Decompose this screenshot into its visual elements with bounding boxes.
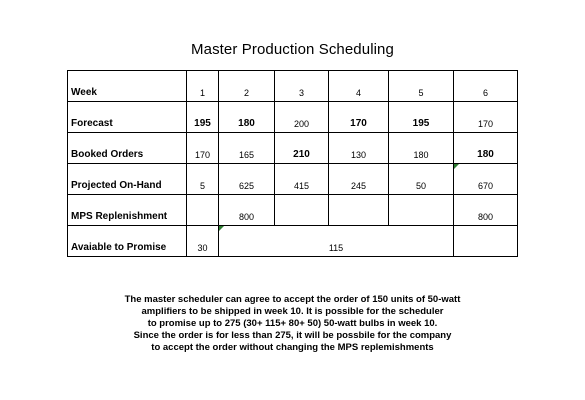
forecast-cell: 170 — [329, 102, 389, 133]
week-cell: 6 — [454, 71, 518, 102]
mps-replenishment-cell: 800 — [454, 195, 518, 226]
projected-on-hand-cell: 50 — [389, 164, 454, 195]
projected-on-hand-cell: 5 — [187, 164, 219, 195]
week-cell: 3 — [275, 71, 329, 102]
forecast-cell: 200 — [275, 102, 329, 133]
week-cell: 2 — [219, 71, 275, 102]
atp-weeks2to5-value: 115 — [328, 243, 344, 253]
forecast-cell: 180 — [219, 102, 275, 133]
mps-table — [67, 70, 518, 257]
mps-replenishment-cell — [389, 195, 454, 226]
mps-replenishment-row — [68, 195, 518, 226]
page-title: Master Production Scheduling — [191, 41, 394, 58]
booked-orders-cell: 165 — [219, 133, 275, 164]
projected-on-hand-cell: 625 — [219, 164, 275, 195]
week-row — [68, 71, 518, 102]
booked-orders-label: Booked Orders — [68, 133, 187, 164]
mps-replenishment-label: MPS Replenishment — [68, 195, 187, 226]
comment-marker-icon — [454, 164, 459, 169]
explanation-line: to promise up to 275 (30+ 115+ 80+ 50) 50-watt bulbs in week 10. — [147, 318, 438, 329]
atp-week1-cell: 30 — [187, 226, 219, 257]
booked-orders-cell: 170 — [187, 133, 219, 164]
projected-on-hand-cell: 245 — [329, 164, 389, 195]
mps-replenishment-cell — [275, 195, 329, 226]
week-label: Week — [68, 71, 187, 102]
atp-week6-cell — [454, 226, 518, 257]
explanation-line: The master scheduler can agree to accept the order of 150 units of 50-watt — [124, 294, 461, 305]
projected-on-hand-cell — [454, 164, 518, 195]
projected-on-hand-value: 670 — [477, 181, 494, 191]
available-to-promise-row — [68, 226, 518, 257]
forecast-cell: 195 — [389, 102, 454, 133]
week-cell: 1 — [187, 71, 219, 102]
booked-orders-cell: 180 — [389, 133, 454, 164]
available-to-promise-label: Avaiable to Promise — [68, 226, 187, 257]
forecast-label: Forecast — [68, 102, 187, 133]
explanation-line: amplifiers to be shipped in week 10. It is possible for the scheduler — [141, 306, 444, 317]
forecast-row — [68, 102, 518, 133]
booked-orders-row — [68, 133, 518, 164]
mps-replenishment-cell — [187, 195, 219, 226]
projected-on-hand-cell: 415 — [275, 164, 329, 195]
explanation-line: Since the order is for less than 275, it will be possbile for the company — [133, 330, 452, 341]
forecast-cell: 195 — [187, 102, 219, 133]
projected-on-hand-row — [68, 164, 518, 195]
projected-on-hand-label: Projected On-Hand — [68, 164, 187, 195]
mps-replenishment-cell: 800 — [219, 195, 275, 226]
booked-orders-cell: 210 — [275, 133, 329, 164]
forecast-cell: 170 — [454, 102, 518, 133]
atp-weeks2to5-cell — [219, 226, 454, 257]
comment-marker-icon — [219, 226, 224, 231]
explanation-line: to accept the order without changing the MPS replemishments — [151, 342, 434, 353]
explanation-text — [0, 294, 585, 354]
booked-orders-cell: 180 — [454, 133, 518, 164]
week-cell: 5 — [389, 71, 454, 102]
week-cell: 4 — [329, 71, 389, 102]
mps-replenishment-cell — [329, 195, 389, 226]
booked-orders-cell: 130 — [329, 133, 389, 164]
